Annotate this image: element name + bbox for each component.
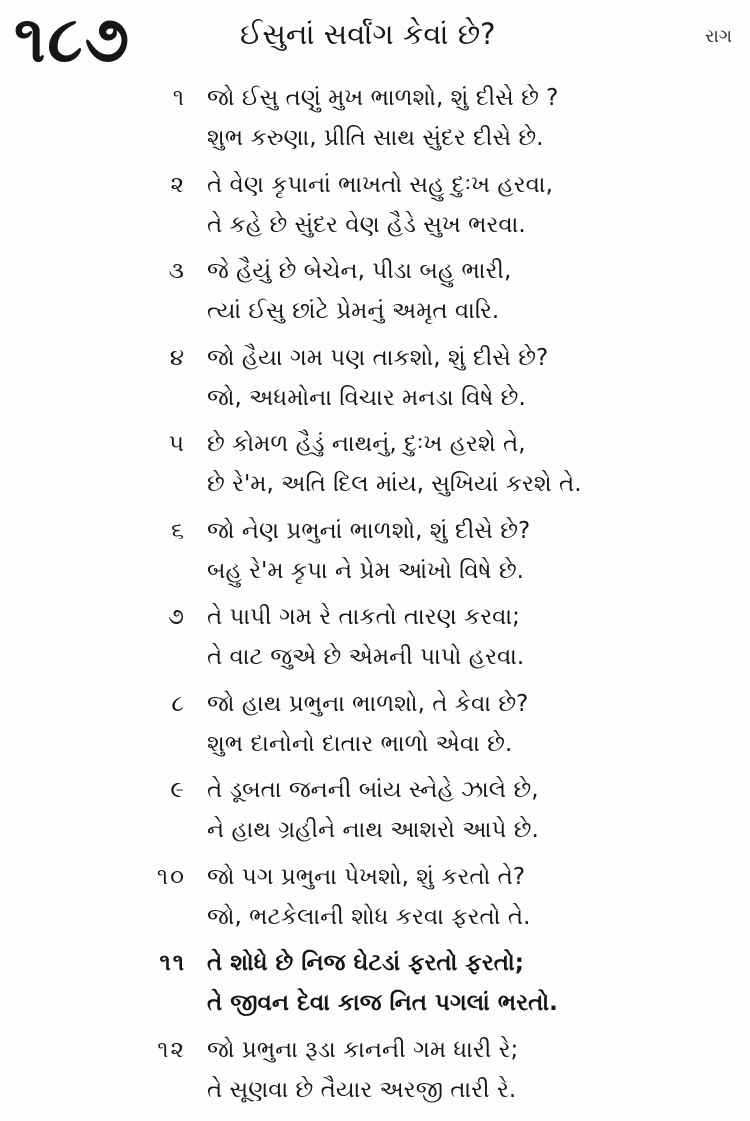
verse-number: ૫ bbox=[168, 431, 186, 457]
verse-12 bbox=[0, 1030, 750, 1117]
verse-line: તે વેણ કૃપાનાં ભાખતો સહુ દુઃખ હરવા, bbox=[207, 171, 553, 198]
verse-line: છે રે'મ, અતિ દિલ માંય, સુખિયાં કરશે તે. bbox=[207, 471, 582, 497]
verse-number: ૧ bbox=[172, 85, 186, 111]
verse-4 bbox=[0, 338, 750, 425]
verse-line: તે સૂણવા છે તૈયાર અરજી તારી રે. bbox=[207, 1076, 517, 1103]
verse-2 bbox=[0, 165, 750, 252]
verse-line: જો ઈસુ તણું મુખ ભાળશો, શું દીસે છે ? bbox=[207, 85, 559, 111]
verse-line: જો હૈયા ગમ પણ તાકશો, શું દીસે છે? bbox=[207, 344, 549, 371]
verse-list bbox=[0, 78, 750, 1116]
verse-number: ૮ bbox=[171, 690, 186, 717]
verse-3 bbox=[0, 251, 750, 338]
verse-number: ૪ bbox=[169, 344, 186, 371]
verse-number: ૧૧ bbox=[159, 950, 186, 976]
verse-5 bbox=[0, 424, 750, 511]
verse-line: શુભ કરુણા, પ્રીતિ સાથ સુંદર દીસે છે. bbox=[207, 125, 544, 151]
verse-line: જો પગ પ્રભુના પેખશો, શું કરતો તે? bbox=[207, 863, 526, 890]
verse-number: ૯ bbox=[170, 777, 186, 803]
verse-line: જે હૈયું છે બેચેન, પીડા બહુ ભારી, bbox=[207, 258, 512, 284]
verse-number: ૧૦ bbox=[156, 863, 186, 890]
verse-line: તે પાપી ગમ રે તાકતો તારણ કરવા; bbox=[207, 604, 520, 630]
hymn-number: ૧૮૭ bbox=[14, 3, 132, 77]
verse-line: જો, અધમોના વિચાર મનડા વિષે છે. bbox=[207, 384, 526, 411]
verse-line: ને હાથ ગ્રહીને નાથ આશરો આપે છે. bbox=[207, 817, 539, 843]
verse-line: તે શોધે છે નિજ ઘેટડાં ફરતો ફરતો; bbox=[207, 950, 524, 976]
verse-line: બહુ રે'મ કૃપા ને પ્રેમ આંખો વિષે છે. bbox=[207, 557, 524, 584]
verse-line: જો પ્રભુના રૂડા કાનની ગમ ધારી રે; bbox=[207, 1036, 519, 1063]
verse-7 bbox=[0, 597, 750, 684]
verse-number: ૩ bbox=[168, 258, 186, 284]
verse-line: શુભ દાનોનો દાતાર ભાળો એવા છે. bbox=[207, 730, 513, 757]
verse-line: તે વાટ જુએ છે એમની પાપો હરવા. bbox=[207, 644, 525, 670]
verse-9 bbox=[0, 770, 750, 857]
verse-10 bbox=[0, 857, 750, 944]
raga-label: રાગ bbox=[705, 26, 732, 47]
verse-number: ૬ bbox=[171, 517, 186, 544]
verse-line: છે કોમળ હૈડું નાથનું, દુઃખ હરશે તે, bbox=[207, 431, 526, 457]
verse-line: ત્યાં ઈસુ છાંટે પ્રેમનું અમૃત વારિ. bbox=[207, 298, 500, 324]
verse-number: ૭ bbox=[168, 604, 186, 630]
verse-line: તે જીવન દેવા કાજ નિત પગલાં ભરતો. bbox=[207, 990, 558, 1016]
verse-1 bbox=[0, 78, 750, 165]
verse-line: જો, ભટકેલાની શોધ કરવા ફરતો તે. bbox=[207, 903, 531, 930]
verse-line: જો હાથ પ્રભુના ભાળશો, તે કેવા છે? bbox=[207, 690, 529, 717]
verse-line: તે કહે છે સુંદર વેણ હૈડે સુખ ભરવા. bbox=[207, 211, 526, 238]
hymn-title: ઈસુનાં સર્વાંગ કેવાં છે? bbox=[240, 17, 496, 51]
verse-number: ૨ bbox=[170, 171, 186, 198]
verse-line: જો નેણ પ્રભુનાં ભાળશો, શું દીસે છે? bbox=[207, 517, 531, 544]
verse-6 bbox=[0, 511, 750, 598]
verse-8 bbox=[0, 684, 750, 771]
verse-line: તે ડૂબતા જનની બાંય સ્નેહે ઝાલે છે, bbox=[207, 777, 539, 803]
verse-number: ૧૨ bbox=[157, 1036, 186, 1063]
verse-11 bbox=[0, 943, 750, 1030]
